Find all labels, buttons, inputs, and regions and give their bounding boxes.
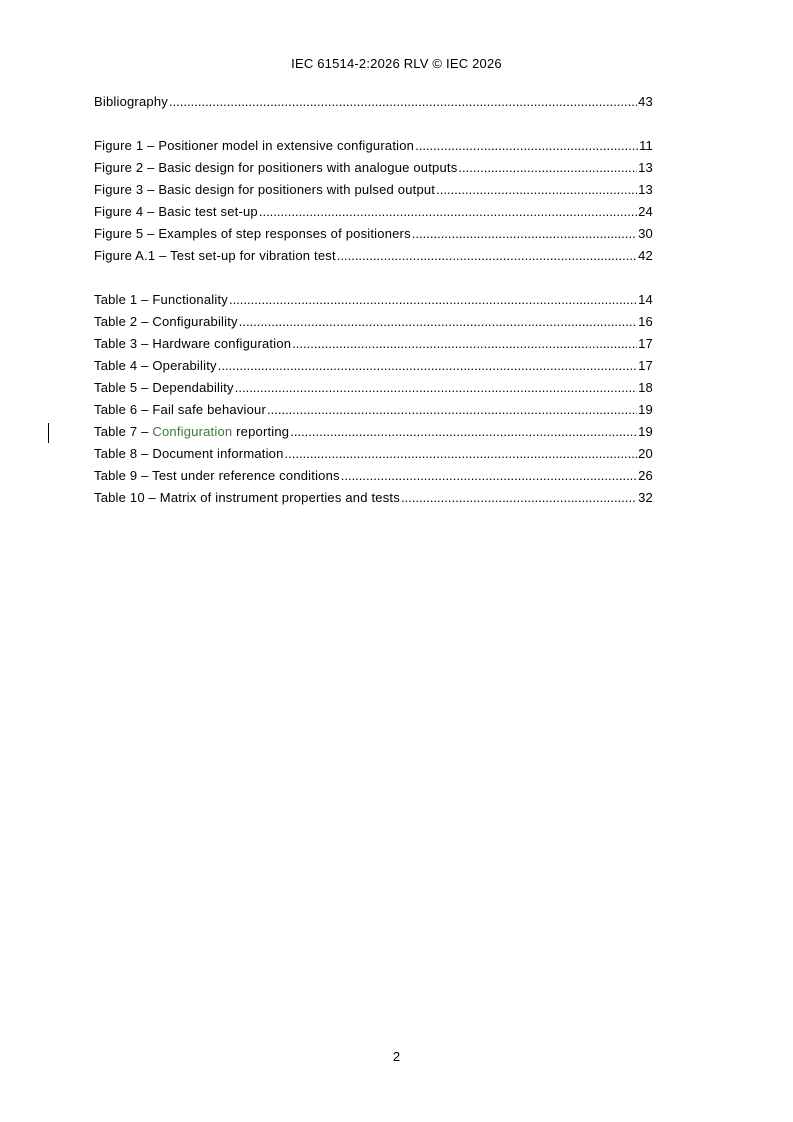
- toc-entry-page: 42: [638, 248, 653, 263]
- toc-entry-label: Table 2 – Configurability: [94, 314, 238, 329]
- dot-leader: [458, 157, 637, 179]
- revision-highlight-text: Configuration: [152, 424, 233, 439]
- dot-leader: [341, 465, 637, 487]
- dot-leader: [229, 289, 637, 311]
- toc-entry-table-5[interactable]: [94, 377, 653, 399]
- toc-entry-label: Figure 1 – Positioner model in extensive configuration: [94, 138, 415, 153]
- toc-entry-table-3[interactable]: [94, 333, 653, 355]
- toc-entry-label-suffix: reporting: [232, 424, 290, 439]
- dot-leader: [218, 355, 637, 377]
- toc-entry-page: 13: [638, 160, 653, 175]
- toc-entry-label: Figure 4 – Basic test set-up: [94, 204, 258, 219]
- dot-leader: [267, 399, 637, 421]
- toc-entry-page: 14: [638, 292, 653, 307]
- toc-entry-page: 43: [638, 94, 653, 109]
- toc-entry-label-prefix: Table 7 –: [94, 424, 153, 439]
- toc-entry-label: Table 5 – Dependability: [94, 380, 234, 395]
- list-of-tables: [94, 289, 653, 509]
- toc-entry-table-6[interactable]: [94, 399, 653, 421]
- toc-entry-page: 13: [638, 182, 653, 197]
- dot-leader: [235, 377, 637, 399]
- toc-entry-label: Figure A.1 – Test set-up for vibration test: [94, 248, 336, 263]
- toc-entry-figure-1[interactable]: [94, 135, 653, 157]
- dot-leader: [239, 311, 637, 333]
- dot-leader: [401, 487, 637, 509]
- toc-entry-figure-5[interactable]: [94, 223, 653, 245]
- toc-entry-page: 20: [638, 446, 653, 461]
- toc-entry-page: 11: [639, 138, 653, 153]
- revision-change-bar: [48, 423, 49, 443]
- toc-entry-page: 32: [638, 490, 653, 505]
- toc-entry-figure-a1[interactable]: [94, 245, 653, 267]
- dot-leader: [285, 443, 638, 465]
- dot-leader: [169, 91, 637, 113]
- toc-entry-label: Figure 5 – Examples of step responses of positioners: [94, 226, 411, 241]
- toc-entry-table-2[interactable]: [94, 311, 653, 333]
- toc-entry-label: Bibliography: [94, 94, 168, 109]
- toc-entry-table-4[interactable]: [94, 355, 653, 377]
- toc-entry-table-10[interactable]: [94, 487, 653, 509]
- list-of-figures: [94, 135, 653, 267]
- toc-entry-page: 18: [638, 380, 653, 395]
- dot-leader: [436, 179, 637, 201]
- dot-leader: [412, 223, 637, 245]
- toc-entry-label: Figure 2 – Basic design for positioners with analogue outputs: [94, 160, 458, 175]
- toc-entry-figure-4[interactable]: [94, 201, 653, 223]
- dot-leader: [292, 333, 637, 355]
- dot-leader: [259, 201, 637, 223]
- toc-bibliography-group: [94, 91, 653, 113]
- toc-entry-label: [94, 421, 289, 443]
- toc-entry-table-7[interactable]: [94, 421, 653, 443]
- dot-leader: [290, 421, 637, 443]
- toc-entry-label: Table 1 – Functionality: [94, 292, 228, 307]
- toc-entry-page: 26: [638, 468, 653, 483]
- toc-entry-page: 19: [638, 424, 653, 439]
- toc-entry-page: 17: [638, 336, 653, 351]
- toc-entry-label: Table 6 – Fail safe behaviour: [94, 402, 267, 417]
- toc-entry-page: 30: [638, 226, 653, 241]
- toc-entry-table-1[interactable]: [94, 289, 653, 311]
- toc-entry-label: Figure 3 – Basic design for positioners with pulsed output: [94, 182, 436, 197]
- toc-entry-label: Table 10 – Matrix of instrument properties and tests: [94, 490, 400, 505]
- dot-leader: [415, 135, 638, 157]
- dot-leader: [337, 245, 637, 267]
- toc-entry-bibliography[interactable]: [94, 91, 653, 113]
- page-number: 2: [392, 1049, 401, 1064]
- toc-entry-label: Table 8 – Document information: [94, 446, 284, 461]
- toc-entry-page: 16: [638, 314, 653, 329]
- toc-entry-label: Table 3 – Hardware configuration: [94, 336, 292, 351]
- toc-entry-page: 17: [638, 358, 653, 373]
- toc-entry-figure-3[interactable]: [94, 179, 653, 201]
- toc-entry-figure-2[interactable]: [94, 157, 653, 179]
- toc-entry-label: Table 9 – Test under reference conditions: [94, 468, 340, 483]
- toc-entry-table-8[interactable]: [94, 443, 653, 465]
- page-header: IEC 61514-2:2026 RLV © IEC 2026: [291, 56, 502, 71]
- toc-entry-page: 19: [638, 402, 653, 417]
- toc-entry-table-9[interactable]: [94, 465, 653, 487]
- toc-entry-label: Table 4 – Operability: [94, 358, 217, 373]
- toc-entry-page: 24: [638, 204, 653, 219]
